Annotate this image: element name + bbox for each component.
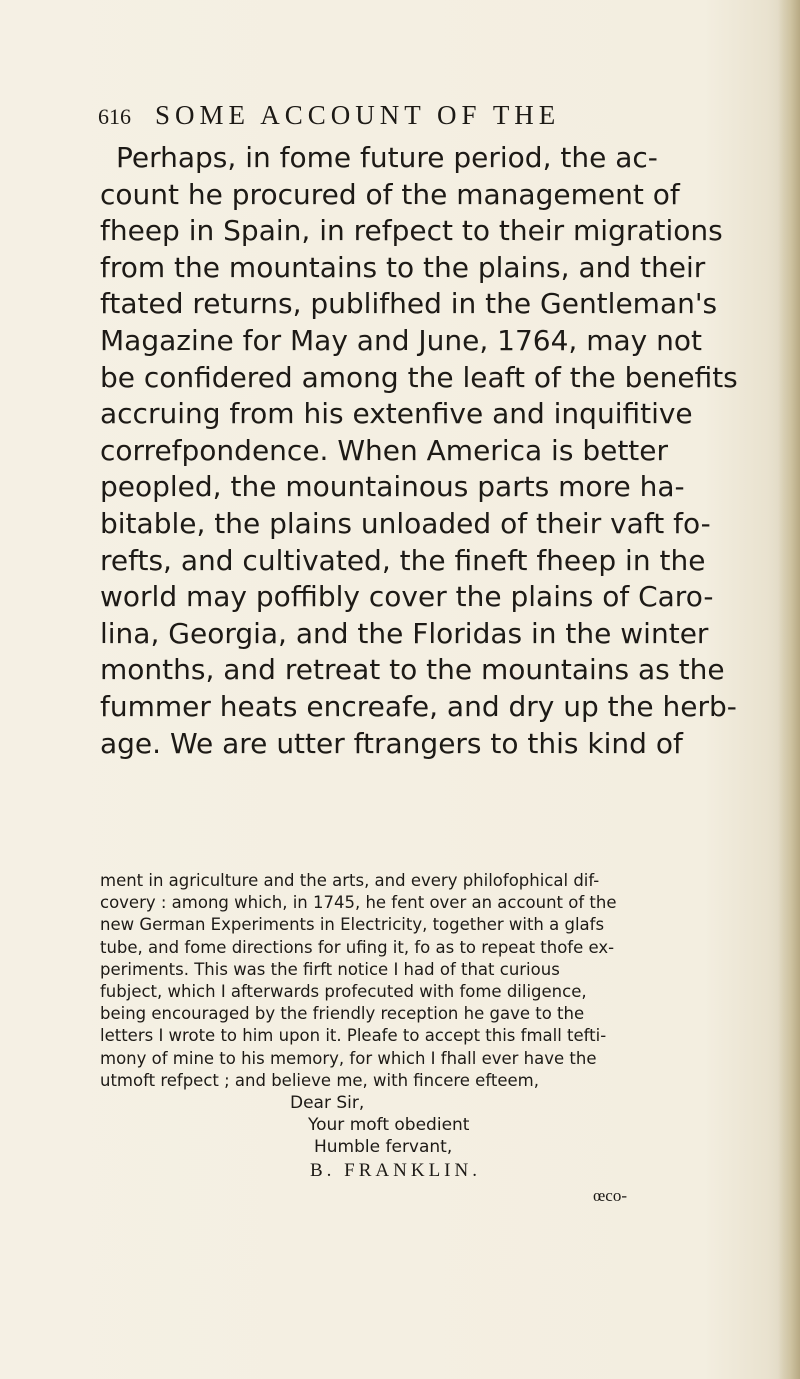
text-line: fummer heats encreafe, and dry up the herb- xyxy=(100,689,737,723)
text-line: ftated returns, publifhed in the Gentleman's xyxy=(100,287,718,321)
text-line: world may poffibly cover the plains of Caro- xyxy=(100,580,714,614)
running-title: SOME ACCOUNT OF THE xyxy=(155,100,561,130)
letter-salutation: Dear Sir, xyxy=(290,1093,365,1114)
footnote-line: fubject, which I afterwards profecuted with fome diligence, xyxy=(100,982,587,1002)
text-line: refts, and cultivated, the fineft fheep in the xyxy=(100,543,706,577)
footnote-line: periments. This was the firft notice I had of that curious xyxy=(100,959,560,979)
footnote-line: mony of mine to his memory, for which I fhall ever have the xyxy=(100,1048,597,1068)
text-line: be confidered among the leaft of the benefits xyxy=(100,360,738,394)
footnote-line: letters I wrote to him upon it. Pleafe to accept this fmall tefti- xyxy=(100,1026,607,1046)
footnote-line: utmoft refpect ; and believe me, with fincere efteem, xyxy=(100,1070,539,1090)
footnote-block xyxy=(100,870,740,1209)
running-header xyxy=(98,100,758,131)
text-line: Perhaps, in fome future period, the ac- xyxy=(116,141,658,174)
footnote-line: being encouraged by the friendly reception he gave to the xyxy=(100,1004,585,1024)
footnote-line: new German Experiments in Electricity, together with a glafs xyxy=(100,915,605,935)
text-line: peopled, the mountainous parts more ha- xyxy=(100,470,685,504)
text-line: Magazine for May and June, 1764, may not xyxy=(100,323,702,357)
page-edge-shadow xyxy=(778,0,800,1379)
signature: B. FRANKLIN. xyxy=(310,1159,481,1181)
text-line: from the mountains to the plains, and their xyxy=(100,250,706,284)
letter-closing-line: Humble fervant, xyxy=(314,1137,453,1158)
footnote-line: covery : among which, in 1745, he fent over an account of the xyxy=(100,893,617,913)
text-line: bitable, the plains unloaded of their vaft fo- xyxy=(100,506,711,540)
main-text-block xyxy=(100,140,740,762)
text-line: age. We are utter ftrangers to this kind of xyxy=(100,726,683,760)
text-line: fheep in Spain, in refpect to their migrations xyxy=(100,214,723,248)
text-line: count he procured of the management of xyxy=(100,177,680,211)
footnote-line: ment in agriculture and the arts, and every philofophical dif- xyxy=(100,871,600,890)
page-number: 616 xyxy=(98,104,131,129)
text-line: months, and retreat to the mountains as the xyxy=(100,653,725,687)
text-line: lina, Georgia, and the Floridas in the winter xyxy=(100,616,709,650)
footnote-line: tube, and fome directions for ufing it, fo as to repeat thofe ex- xyxy=(100,937,615,957)
text-line: correfpondence. When America is better xyxy=(100,433,669,467)
catchword: œco- xyxy=(593,1185,627,1205)
letter-closing-line: Your moft obedient xyxy=(308,1115,470,1136)
text-line: accruing from his extenfive and inquifitive xyxy=(100,397,693,431)
